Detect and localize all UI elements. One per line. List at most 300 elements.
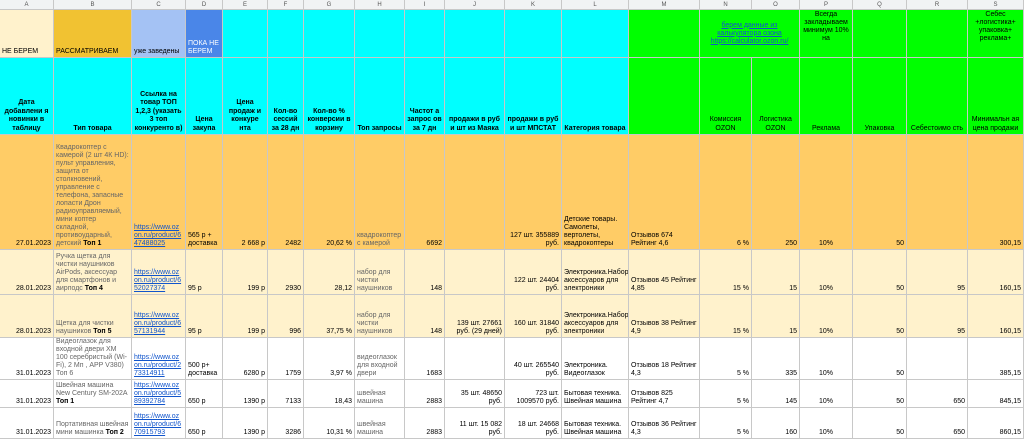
row-1-cell-s[interactable]: [968, 135, 1024, 250]
legend-cell-k[interactable]: [505, 10, 562, 58]
value-category: Электроника. Видеоглазок: [564, 362, 608, 377]
cell-text: [702, 398, 749, 406]
row-1-cell-r[interactable]: [907, 135, 968, 250]
row-2-cell-s[interactable]: [968, 250, 1024, 295]
header-h[interactable]: [355, 58, 405, 135]
legend-cell-p[interactable]: [800, 10, 853, 58]
row-5-cell-l[interactable]: [562, 380, 629, 408]
reviews-rating: Отзывов 18 Рейтинг 4,3: [631, 362, 697, 377]
row-2-cell-g[interactable]: [304, 250, 355, 295]
value-cost: 650: [953, 429, 965, 436]
row-3-cell-j[interactable]: [445, 295, 505, 338]
legend-cell-i[interactable]: [405, 10, 445, 58]
row-4-cell-i[interactable]: [405, 338, 445, 380]
column-header-g[interactable]: G: [304, 0, 355, 10]
header-a[interactable]: [0, 58, 54, 135]
header-label-p: Реклама: [811, 124, 841, 132]
row-5-cell-f[interactable]: [268, 380, 304, 408]
cell-text: [564, 269, 629, 293]
product-type: Квадрокоптер с камерой (2 шт 4К HD): пульт управления, защита от столкновений, управление с телефона, запасные лопасти Дрон радиоуправляемый, мини коптер складной, противоударный, детский: [56, 144, 129, 247]
value-competitor: 199 р: [247, 285, 265, 292]
column-header-a[interactable]: A: [0, 0, 54, 10]
product-link[interactable]: https://www.ozon.ru/product/670915793: [134, 413, 182, 436]
row-4-cell-o[interactable]: [752, 338, 800, 380]
value-pack: 50: [896, 398, 904, 405]
cell-text: [702, 285, 749, 293]
legend-cell-c[interactable]: [132, 10, 186, 58]
column-header-p[interactable]: P: [800, 0, 853, 10]
cell-text: [56, 253, 129, 293]
row-1-cell-i[interactable]: [405, 135, 445, 250]
header-k[interactable]: [505, 58, 562, 135]
reviews-rating: Отзывов 36 Рейтинг 4,3: [631, 421, 697, 436]
row-3-cell-b[interactable]: [54, 295, 132, 338]
value-minprice: 385,15: [999, 370, 1021, 377]
row-6-cell-r[interactable]: [907, 408, 968, 439]
value-sessions: 1759: [285, 370, 301, 377]
header-l[interactable]: [562, 58, 629, 135]
header-c[interactable]: [132, 58, 186, 135]
row-6-cell-d[interactable]: [186, 408, 223, 439]
cell-text: [564, 421, 626, 437]
row-3-cell-l[interactable]: [562, 295, 629, 338]
row-1-cell-f[interactable]: [268, 135, 304, 250]
cell-text: [855, 240, 904, 248]
row-3-cell-p[interactable]: [800, 295, 853, 338]
row-2-cell-b[interactable]: [54, 250, 132, 295]
legend-cell-l[interactable]: [562, 10, 629, 58]
cell-text: [407, 240, 442, 248]
cell-text: [306, 398, 352, 406]
cell-text: [447, 320, 502, 336]
header-label-j: продажи в руб и шт из Маяка: [449, 116, 500, 132]
cell-text: [56, 338, 129, 378]
cell-text: [188, 285, 220, 293]
row-5-cell-j[interactable]: [445, 380, 505, 408]
row-3-cell-s[interactable]: [968, 295, 1024, 338]
row-2-cell-i[interactable]: [405, 250, 445, 295]
cell-text: [702, 370, 749, 378]
cell-text: [357, 312, 402, 336]
row-4-cell-c[interactable]: [132, 338, 186, 380]
cell-text: [855, 370, 904, 378]
header-n[interactable]: [700, 58, 752, 135]
row-3-cell-g[interactable]: [304, 295, 355, 338]
cell-text: [188, 429, 220, 437]
value-logistics: 250: [785, 240, 797, 247]
row-1-cell-d[interactable]: [186, 135, 223, 250]
cell-text: [802, 328, 850, 336]
value-date: 31.01.2023: [15, 398, 51, 405]
row-3-cell-r[interactable]: [907, 295, 968, 338]
value-category: Детские товары. Самолеты, вертолеты, квадрокоптеры: [564, 216, 618, 247]
header-label-l: Категория товара: [564, 124, 626, 132]
row-6-cell-i[interactable]: [405, 408, 445, 439]
value-mpstat: 723 шт. 1009570 руб.: [516, 390, 559, 405]
value-mayak: 139 шт. 27661 руб. (29 дней): [456, 320, 502, 335]
value-date: 28.01.2023: [15, 285, 51, 292]
header-label-g: Кол-во % конверсии в корзину: [307, 107, 351, 132]
row-2-cell-m[interactable]: [629, 250, 700, 295]
column-header-f[interactable]: F: [268, 0, 304, 10]
cell-text: [306, 429, 352, 437]
legend-cell-d[interactable]: [186, 10, 223, 58]
value-conversion: 28,12: [334, 285, 352, 292]
cell-text: [134, 224, 183, 248]
cell-text: [909, 429, 965, 437]
legend-cell-b[interactable]: [54, 10, 132, 58]
cell-text: [188, 398, 220, 406]
value-price: 650 р: [188, 429, 206, 436]
row-2-cell-n[interactable]: [700, 250, 752, 295]
row-6-cell-k[interactable]: [505, 408, 562, 439]
product-link[interactable]: https://www.ozon.ru/product/652027374: [134, 269, 182, 292]
row-3-cell-f[interactable]: [268, 295, 304, 338]
legend-cell-r[interactable]: [907, 10, 968, 58]
row-3-cell-o[interactable]: [752, 295, 800, 338]
header-i[interactable]: [405, 58, 445, 135]
row-5-cell-h[interactable]: [355, 380, 405, 408]
cell-text: [56, 421, 129, 437]
value-category: Электроника.Набор аксессуаров для электроники: [564, 312, 629, 335]
column-header-d[interactable]: D: [186, 0, 223, 10]
row-2-cell-c[interactable]: [132, 250, 186, 295]
row-5-cell-m[interactable]: [629, 380, 700, 408]
value-freq: 1683: [426, 370, 442, 377]
value-minprice: 160,15: [999, 328, 1021, 335]
row-5-cell-p[interactable]: [800, 380, 853, 408]
row-2-cell-k[interactable]: [505, 250, 562, 295]
row-6-cell-o[interactable]: [752, 408, 800, 439]
value-competitor: 2 668 р: [241, 240, 265, 247]
legend-cell-a[interactable]: [0, 10, 54, 58]
legend-cell-f[interactable]: [268, 10, 304, 58]
column-header-j[interactable]: J: [445, 0, 505, 10]
row-1-cell-g[interactable]: [304, 135, 355, 250]
ozon-calculator-link[interactable]: берем данные из калькулятора озона https://calculator.ozon.ru/: [710, 21, 789, 45]
product-link[interactable]: https://www.ozon.ru/product/273314911: [134, 354, 182, 377]
cell-text: [2, 370, 51, 378]
row-5-cell-g[interactable]: [304, 380, 355, 408]
column-header-o[interactable]: O: [752, 0, 800, 10]
legend-cell-q[interactable]: [853, 10, 907, 58]
row-2-cell-o[interactable]: [752, 250, 800, 295]
row-3-cell-q[interactable]: [853, 295, 907, 338]
row-6-cell-e[interactable]: [223, 408, 268, 439]
cell-text: [631, 232, 697, 248]
product-link[interactable]: https://www.ozon.ru/product/657131944: [134, 312, 182, 335]
column-header-h[interactable]: H: [355, 0, 405, 10]
cell-text: [631, 421, 697, 437]
header-s[interactable]: [968, 58, 1024, 135]
top-rank: Топ 1: [56, 398, 75, 405]
cell-text: [564, 312, 629, 336]
row-5-cell-o[interactable]: [752, 380, 800, 408]
value-ads: 10%: [818, 328, 833, 335]
row-6-cell-q[interactable]: [853, 408, 907, 439]
value-minprice: 300,15: [999, 240, 1021, 247]
row-6-cell-j[interactable]: [445, 408, 505, 439]
row-5-cell-s[interactable]: [968, 380, 1024, 408]
row-2-cell-h[interactable]: [355, 250, 405, 295]
row-4-cell-j[interactable]: [445, 338, 505, 380]
header-label-k: продажи в руб и шт МПСТАТ: [507, 116, 559, 132]
row-2-cell-f[interactable]: [268, 250, 304, 295]
cell-text: [270, 240, 301, 248]
row-2-cell-l[interactable]: [562, 250, 629, 295]
legend-cell-h[interactable]: [355, 10, 405, 58]
cell-text: [188, 362, 220, 378]
legend-cell-m[interactable]: [629, 10, 700, 58]
value-minprice: 160,15: [999, 285, 1021, 292]
column-header-b[interactable]: B: [54, 0, 132, 10]
row-5-cell-i[interactable]: [405, 380, 445, 408]
row-1-cell-l[interactable]: [562, 135, 629, 250]
row-4-cell-d[interactable]: [186, 338, 223, 380]
legend-cell-s[interactable]: [968, 10, 1024, 58]
product-type: Швейная машина New Century SM-202A: [56, 382, 128, 397]
cell-text: [225, 240, 265, 248]
value-conversion: 37,75 %: [326, 328, 352, 335]
value-sessions: 2482: [285, 240, 301, 247]
row-1-cell-p[interactable]: [800, 135, 853, 250]
value-ads: 10%: [818, 429, 833, 436]
row-4-cell-q[interactable]: [853, 338, 907, 380]
cell-text: [225, 429, 265, 437]
row-1-cell-j[interactable]: [445, 135, 505, 250]
product-link[interactable]: https://www.ozon.ru/product/589392784: [134, 382, 182, 405]
cell-text: [134, 312, 183, 336]
cell-text: [357, 232, 402, 248]
reviews-rating: Отзывов 674 Рейтинг 4,6: [631, 232, 673, 247]
row-3-cell-a[interactable]: [0, 295, 54, 338]
row-6-cell-g[interactable]: [304, 408, 355, 439]
cell-text: [407, 370, 442, 378]
row-6-cell-c[interactable]: [132, 408, 186, 439]
row-3-cell-e[interactable]: [223, 295, 268, 338]
row-3-cell-n[interactable]: [700, 295, 752, 338]
header-p[interactable]: [800, 58, 853, 135]
cell-text: [134, 269, 183, 293]
value-ads: 10%: [818, 398, 833, 405]
row-4-cell-a[interactable]: [0, 338, 54, 380]
cell-text: [306, 240, 352, 248]
header-label-i: Частот а запрос ов за 7 дн: [407, 107, 442, 132]
row-2-cell-j[interactable]: [445, 250, 505, 295]
row-2-cell-d[interactable]: [186, 250, 223, 295]
row-1-cell-q[interactable]: [853, 135, 907, 250]
top-query: швейная машина: [357, 421, 386, 436]
row-4-cell-e[interactable]: [223, 338, 268, 380]
cell-text: [56, 144, 129, 248]
cell-text: [631, 390, 697, 406]
row-5-cell-r[interactable]: [907, 380, 968, 408]
row-4-cell-h[interactable]: [355, 338, 405, 380]
cell-text: [447, 390, 502, 406]
cell-text: [507, 232, 559, 248]
value-date: 31.01.2023: [15, 370, 51, 377]
row-4-cell-m[interactable]: [629, 338, 700, 380]
row-1-cell-h[interactable]: [355, 135, 405, 250]
row-1-cell-o[interactable]: [752, 135, 800, 250]
column-header-e[interactable]: E: [223, 0, 268, 10]
cell-text: [564, 390, 626, 406]
cell-text: [802, 240, 850, 248]
row-6-cell-s[interactable]: [968, 408, 1024, 439]
row-4-cell-s[interactable]: [968, 338, 1024, 380]
row-5-cell-k[interactable]: [505, 380, 562, 408]
row-2-cell-a[interactable]: [0, 250, 54, 295]
row-4-cell-f[interactable]: [268, 338, 304, 380]
header-j[interactable]: [445, 58, 505, 135]
legend-cell-e[interactable]: [223, 10, 268, 58]
value-commission: 5 %: [736, 429, 749, 436]
cell-text: [507, 390, 559, 406]
row-5-cell-a[interactable]: [0, 380, 54, 408]
legend-cell-g[interactable]: [304, 10, 355, 58]
row-1-cell-e[interactable]: [223, 135, 268, 250]
cell-text: [855, 328, 904, 336]
value-mpstat: 127 шт. 355889 руб.: [510, 232, 559, 247]
row-4-cell-p[interactable]: [800, 338, 853, 380]
row-4-cell-g[interactable]: [304, 338, 355, 380]
header-b[interactable]: [54, 58, 132, 135]
legend-cell-j[interactable]: [445, 10, 505, 58]
cell-text: [407, 429, 442, 437]
cell-text: [270, 328, 301, 336]
cell-text: [754, 370, 797, 378]
column-header-i[interactable]: I: [405, 0, 445, 10]
legend-label-a: НЕ БЕРЕМ: [2, 48, 39, 55]
column-header-r[interactable]: R: [907, 0, 968, 10]
value-mpstat: 18 шт. 24668 руб.: [517, 421, 559, 436]
value-date: 28.01.2023: [15, 328, 51, 335]
header-d[interactable]: [186, 58, 223, 135]
row-3-cell-m[interactable]: [629, 295, 700, 338]
row-4-cell-k[interactable]: [505, 338, 562, 380]
header-r[interactable]: [907, 58, 968, 135]
product-type: Видеоглазок для входной двери XM 100 серебристый (Wi-Fi), 2 Мп , APP V380) Топ 6: [56, 338, 127, 377]
value-ads: 10%: [818, 285, 833, 292]
row-5-cell-e[interactable]: [223, 380, 268, 408]
value-commission: 5 %: [736, 370, 749, 377]
row-6-cell-b[interactable]: [54, 408, 132, 439]
row-4-cell-l[interactable]: [562, 338, 629, 380]
value-logistics: 335: [785, 370, 797, 377]
cell-text: [855, 285, 904, 293]
cell-text: [306, 328, 352, 336]
header-label-c: Ссылка на товар ТОП 1,2,3 (указать 3 топ конкуренто в): [134, 90, 183, 132]
header-e[interactable]: [223, 58, 268, 135]
row-2-cell-p[interactable]: [800, 250, 853, 295]
row-1-cell-m[interactable]: [629, 135, 700, 250]
value-sessions: 3286: [285, 429, 301, 436]
row-4-cell-b[interactable]: [54, 338, 132, 380]
cell-text: [2, 328, 51, 336]
cell-text: [306, 370, 352, 378]
row-4-cell-n[interactable]: [700, 338, 752, 380]
cell-text: [802, 398, 850, 406]
top-query: квадрокоптер с камерой: [357, 232, 402, 247]
cell-text: [225, 285, 265, 293]
cell-text: [507, 277, 559, 293]
column-header-q[interactable]: Q: [853, 0, 907, 10]
cell-text: [970, 240, 1021, 248]
column-header-m[interactable]: M: [629, 0, 700, 10]
value-pack: 50: [896, 328, 904, 335]
row-5-cell-c[interactable]: [132, 380, 186, 408]
row-1-cell-a[interactable]: [0, 135, 54, 250]
cell-text: [407, 285, 442, 293]
top-query: швейная машина: [357, 390, 386, 405]
row-1-cell-c[interactable]: [132, 135, 186, 250]
row-3-cell-d[interactable]: [186, 295, 223, 338]
header-m[interactable]: [629, 58, 700, 135]
column-header-c[interactable]: C: [132, 0, 186, 10]
row-2-cell-r[interactable]: [907, 250, 968, 295]
cell-text: [56, 320, 129, 336]
row-1-cell-b[interactable]: [54, 135, 132, 250]
header-g[interactable]: [304, 58, 355, 135]
header-f[interactable]: [268, 58, 304, 135]
cell-text: [270, 370, 301, 378]
cell-text: [270, 285, 301, 293]
row-6-cell-m[interactable]: [629, 408, 700, 439]
row-6-cell-f[interactable]: [268, 408, 304, 439]
row-5-cell-q[interactable]: [853, 380, 907, 408]
row-4-cell-r[interactable]: [907, 338, 968, 380]
row-1-cell-k[interactable]: [505, 135, 562, 250]
value-price: 500 р+ доставка: [188, 362, 218, 377]
row-6-cell-h[interactable]: [355, 408, 405, 439]
legend-label-d: ПОКА НЕ БЕРЕМ: [188, 40, 219, 55]
row-3-cell-h[interactable]: [355, 295, 405, 338]
column-header-k[interactable]: K: [505, 0, 562, 10]
row-6-cell-p[interactable]: [800, 408, 853, 439]
header-q[interactable]: [853, 58, 907, 135]
row-5-cell-n[interactable]: [700, 380, 752, 408]
column-header-s[interactable]: S: [968, 0, 1024, 10]
value-minprice: 860,15: [999, 429, 1021, 436]
cell-text: [2, 398, 51, 406]
row-2-cell-q[interactable]: [853, 250, 907, 295]
row-5-cell-d[interactable]: [186, 380, 223, 408]
row-2-cell-e[interactable]: [223, 250, 268, 295]
cell-text: [754, 240, 797, 248]
row-1-cell-n[interactable]: [700, 135, 752, 250]
header-o[interactable]: [752, 58, 800, 135]
row-3-cell-k[interactable]: [505, 295, 562, 338]
row-3-cell-c[interactable]: [132, 295, 186, 338]
row-6-cell-n[interactable]: [700, 408, 752, 439]
header-label-b: Тип товара: [73, 124, 112, 132]
value-price: 95 р: [188, 285, 202, 292]
column-header-n[interactable]: N: [700, 0, 752, 10]
header-label-n: Комиссия OZON: [709, 116, 742, 132]
legend-cell-n[interactable]: [700, 10, 800, 58]
row-3-cell-i[interactable]: [405, 295, 445, 338]
row-6-cell-a[interactable]: [0, 408, 54, 439]
value-ads: 10%: [818, 370, 833, 377]
value-conversion: 10,31 %: [326, 429, 352, 436]
row-5-cell-b[interactable]: [54, 380, 132, 408]
value-mpstat: 40 шт. 265540 руб.: [513, 362, 559, 377]
cell-text: [134, 413, 183, 437]
product-link[interactable]: https://www.ozon.ru/product/647488025: [134, 224, 182, 247]
row-6-cell-l[interactable]: [562, 408, 629, 439]
column-header-l[interactable]: L: [562, 0, 629, 10]
value-pack: 50: [896, 429, 904, 436]
